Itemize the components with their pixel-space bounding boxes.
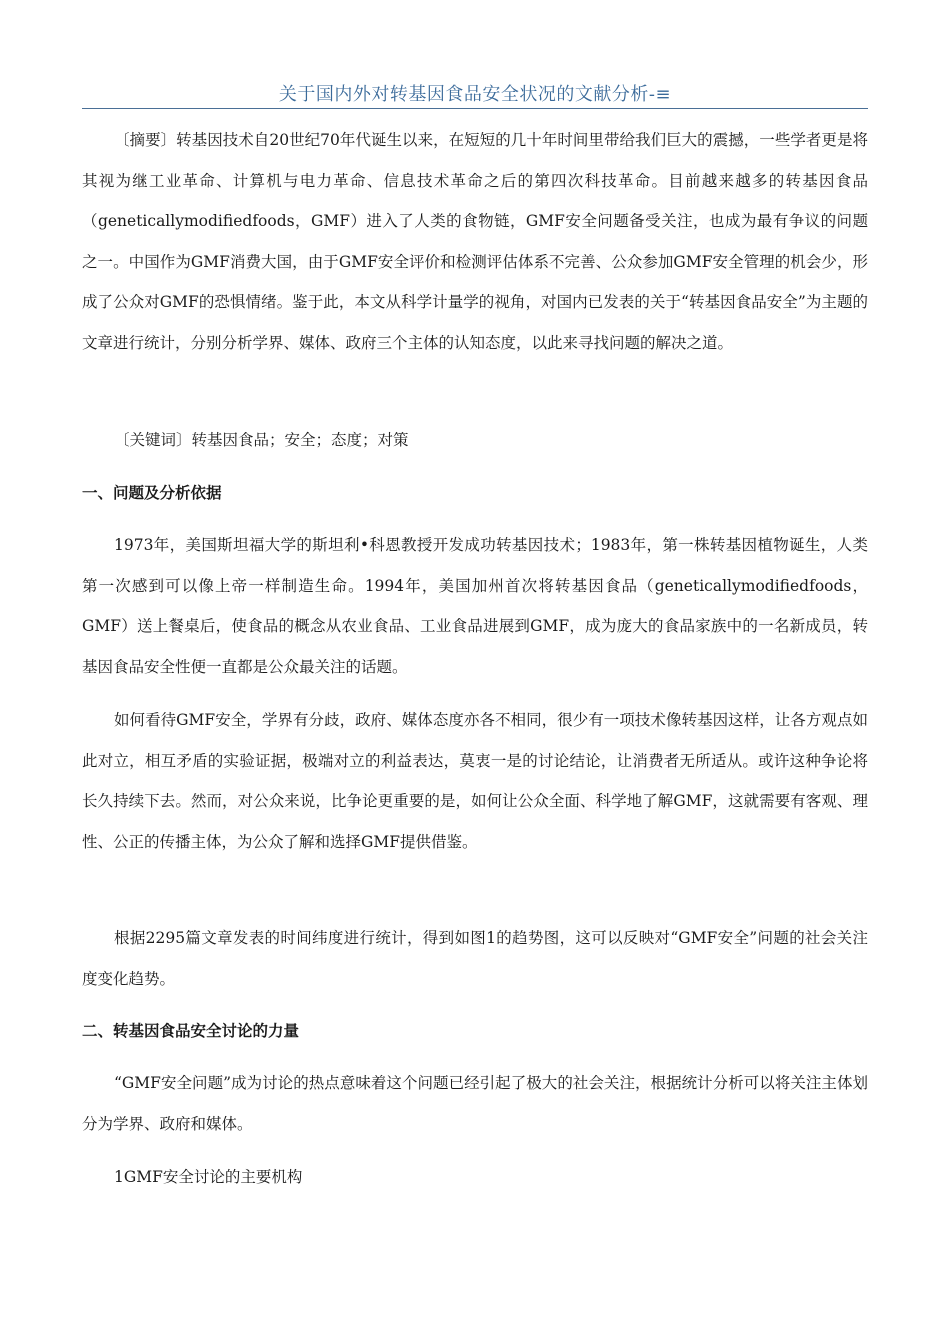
- abstract-paragraph: 〔摘要〕转基因技术自20世纪70年代诞生以来，在短短的几十年时间里带给我们巨大的震撼，一些学者更是将其视为继工业革命、计算机与电力革命、信息技术革命之后的第四次科技革命。目前越来越多的转基因食品（geneticallymodifiedfoods，GMF）进入了人类的食物链，GMF安全问题备受关注，也成为最有争议的问题之一。中国作为GMF消费大国，由于GMF安全评价和检测评估体系不完善、公众参加GMF安全管理的机会少，形成了公众对GMF的恐惧情绪。鉴于此，本文从科学计量学的视角，对国内已发表的关于“转基因食品安全”为主题的文章进行统计，分别分析学界、媒体、政府三个主体的认知态度，以此来寻找问题的解决之道。: [82, 131, 868, 352]
- section-1-heading: 一、问题及分析依据: [82, 484, 222, 502]
- section-2-subheading-1: 1GMF安全讨论的主要机构: [114, 1168, 303, 1186]
- keywords-paragraph: 〔关键词〕转基因食品；安全；态度；对策: [114, 431, 409, 449]
- document-title: 关于国内外对转基因食品安全状况的文献分析-≡: [278, 84, 672, 105]
- title-underline: [82, 108, 868, 109]
- section-2-heading: 二、转基因食品安全讨论的力量: [82, 1022, 300, 1040]
- section-2-paragraph-1: “GMF安全问题”成为讨论的热点意味着这个问题已经引起了极大的社会关注，根据统计分析可以将关注主体划分为学界、政府和媒体。: [82, 1074, 868, 1133]
- section-1-paragraph-3: 根据2295篇文章发表的时间纬度进行统计，得到如图1的趋势图，这可以反映对“GMF安全”问题的社会关注度变化趋势。: [82, 929, 868, 988]
- section-1-paragraph-2: 如何看待GMF安全，学界有分歧，政府、媒体态度亦各不相同，很少有一项技术像转基因这样，让各方观点如此对立，相互矛盾的实验证据，极端对立的利益表达，莫衷一是的讨论结论，让消费者无所适从。或许这种争论将长久持续下去。然而，对公众来说，比争论更重要的是，如何让公众全面、科学地了解GMF，这就需要有客观、理性、公正的传播主体，为公众了解和选择GMF提供借鉴。: [82, 711, 868, 851]
- section-1-paragraph-1: 1973年，美国斯坦福大学的斯坦利•科恩教授开发成功转基因技术；1983年，第一株转基因植物诞生，人类第一次感到可以像上帝一样制造生命。1994年，美国加州首次将转基因食品（geneticallymodifiedfoods，GMF）送上餐桌后，使食品的概念从农业食品、工业食品进展到GMF，成为庞大的食品家族中的一名新成员，转基因食品安全性便一直都是公众最关注的话题。: [82, 536, 868, 676]
